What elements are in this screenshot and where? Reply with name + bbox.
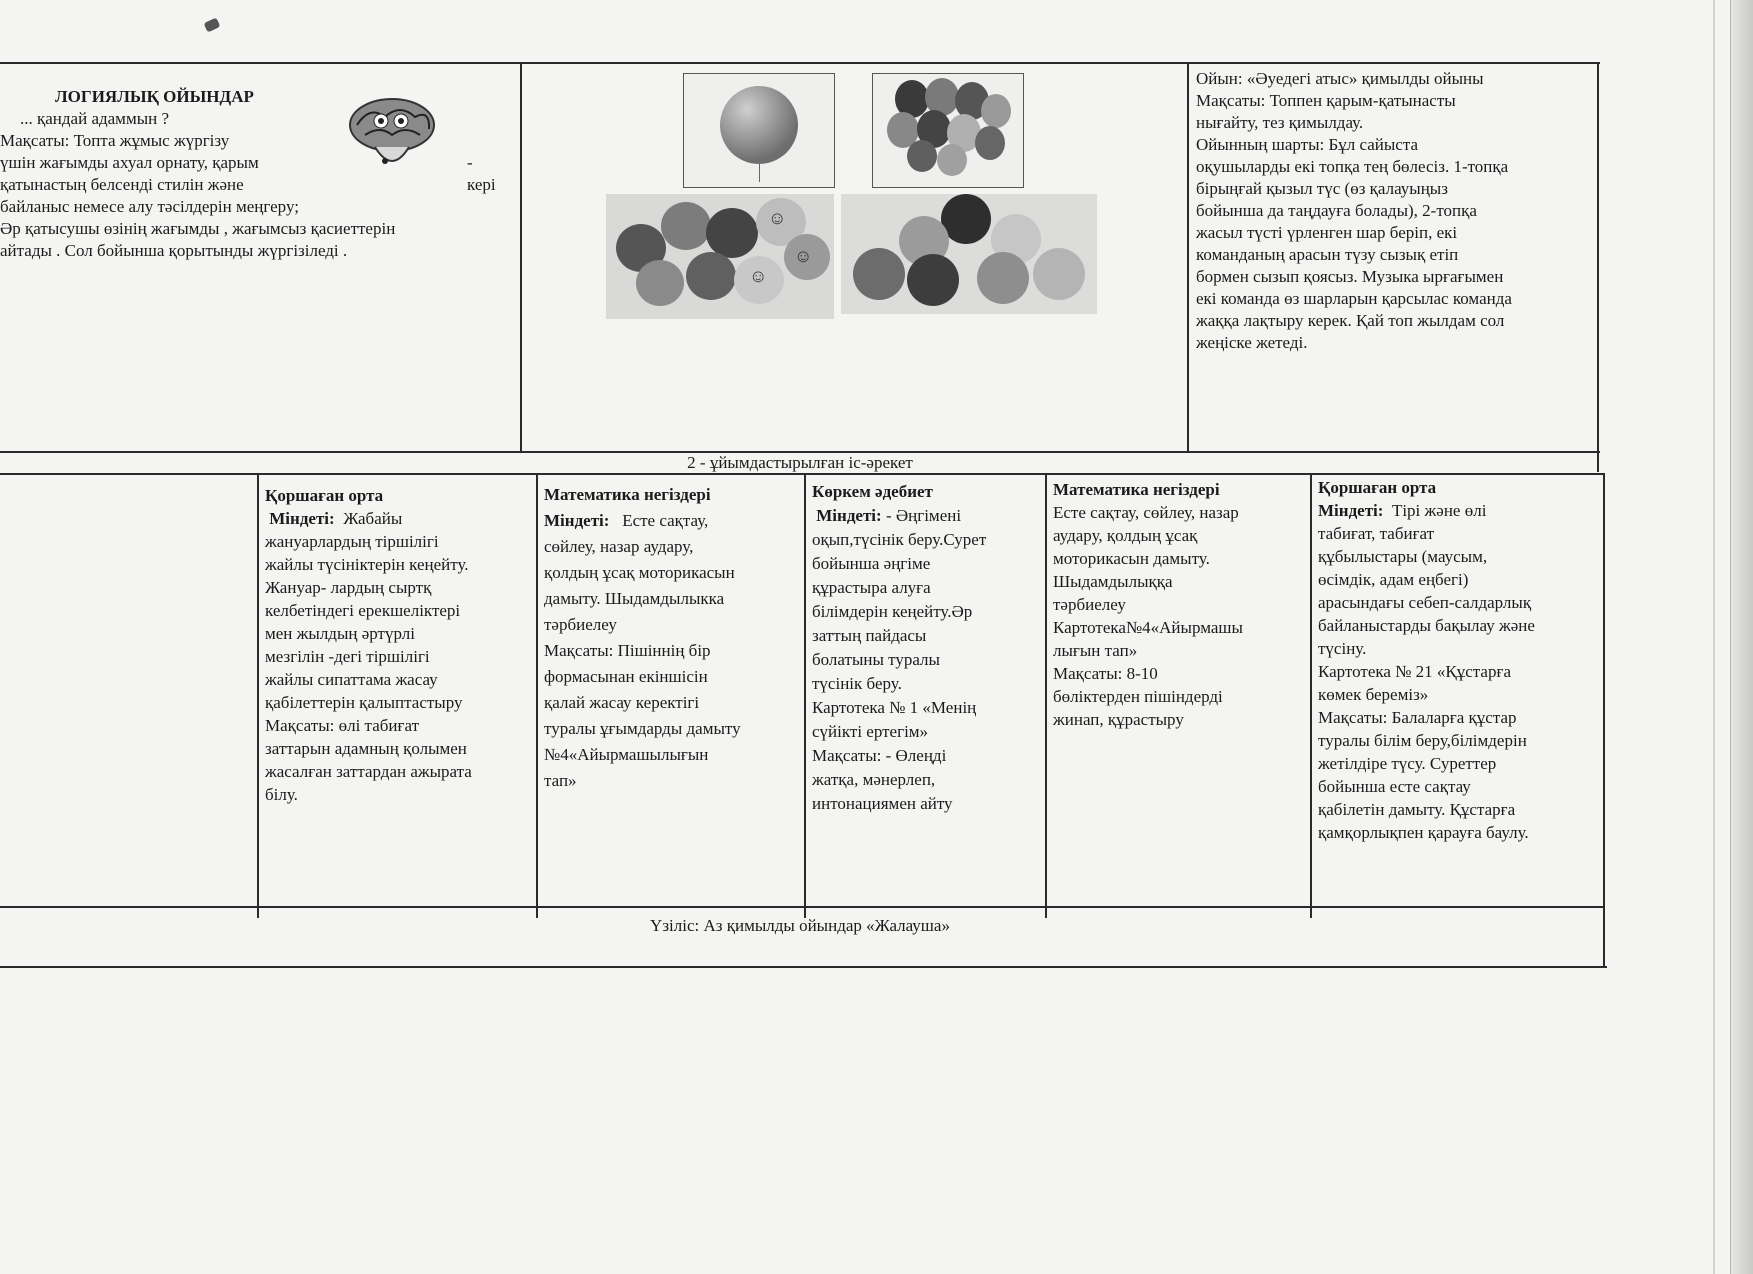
task-line: бойынша әңгіме [812,554,931,573]
task-line: Мақсаты: Балаларға құстар [1318,708,1517,727]
task-line: Міндеті: - Әңгімені [816,506,962,525]
section-title: 2 - ұйымдастырылған іс-әрекет [687,453,913,472]
goal-line: байланыс немесе алу тәсілдерін меңгеру; [0,197,299,216]
game-rules: бірыңғай қызыл түс (өз қалауыңыз [1196,179,1448,198]
task-line: білімдерін кеңейту.Әр [812,602,973,621]
game-rules: екі команда өз шарларын қарсылас команда [1196,289,1512,308]
goal-line: үшін жағымды ахуал орнату, қарым - [0,153,473,172]
task-line: Міндеті: Есте сақтау, [544,511,709,530]
task-line: құрастыра алуға [812,578,931,597]
column-title: Математика негіздері [1053,480,1220,499]
column-environment-2 [1318,476,1600,844]
task-line: моторикасын дамыту. [1053,549,1210,568]
task-line: бойынша есте сақтау [1318,777,1471,796]
column-literature [812,480,1044,816]
goal-line: Мақсаты: Топта жұмыс жүргізу [0,131,230,150]
task-line: жайлы сипаттама жасау [265,670,438,689]
task-line: тәрбиелеу [1053,595,1126,614]
rule-c4 [1045,473,1047,918]
top-right-cell [1196,68,1596,354]
task-line: қабілетін дамыту. Құстарға [1318,800,1516,819]
task-line: қамқорлықпен қарауға баулу. [1318,823,1529,842]
task-line: түсінік беру. [812,674,902,693]
task-line: Картотека № 21 «Құстарға [1318,662,1511,681]
task-line: мен жылдың әртүрлі [265,624,415,643]
game-rules: жеңіске жетеді. [1196,333,1308,352]
task-line: Мақсаты: өлі табиғат [265,716,419,735]
task-line: №4«Айырмашылығын [544,745,709,764]
column-title: Қоршаған орта [1318,478,1437,497]
task-line: аудару, қолдың ұсақ [1053,526,1198,545]
game-rules: оқушыларды екі топқа тең бөлесіз. 1-топқа [1196,157,1509,176]
task-line: интонациямен айту [812,794,953,813]
rule-c2 [536,473,538,918]
game-rules: жаққа лақтыру керек. Қай топ жылдам сол [1196,311,1505,330]
task-line: мезгілін -дегі тіршілігі [265,647,430,666]
task-line: сүйікті ертегім» [812,722,929,741]
task-line: Шыдамдылыққа [1053,572,1173,591]
task-line: формасынан екіншісін [544,667,708,686]
task-line: Картотека № 1 «Менің [812,698,977,717]
rule-c3 [804,473,806,918]
goal-line: қатынастың белсенді стилін және кері [0,175,496,194]
goal-line: Әр қатысушы өзінің жағымды , жағымсыз қасиеттерін [0,219,396,238]
task-line: қабілеттерін қалыптастыру [265,693,463,712]
task-line: жатқа, мәнерлеп, [812,770,936,789]
task-line: сөйлеу, назар аудару, [544,537,694,556]
rule-break-top [0,906,1605,908]
game-goal: Мақсаты: Топпен қарым-қатынасты [1196,91,1456,110]
task-line: жетілдіре түсу. Суреттер [1318,754,1497,773]
task-line: жануарлардың тіршілігі [265,532,439,551]
game-rules: Ойынның шарты: Бұл сайыста [1196,135,1419,154]
column-math-1 [544,482,802,794]
task-line: оқып,түсінік беру.Сурет [812,530,987,549]
rule-bottom [0,966,1607,968]
column-title: Қоршаған орта [265,486,384,505]
task-line: Жануар- лардың сыртқ [265,578,432,597]
column-title: Көркем әдебиет [812,482,933,501]
task-line: құбылыстары (маусым, [1318,547,1488,566]
task-line: жасалған заттардан ажырата [265,762,472,781]
task-line: заттарын адамның қолымен [265,739,467,758]
task-line: болатыны туралы [812,650,940,669]
task-line: қолдың ұсақ моторикасын [544,563,735,582]
game-title: Ойын: «Әуедегі атыс» қимылды ойыны [1196,69,1484,88]
task-line: келбетіндегі ерекшеліктері [265,601,461,620]
rule-v2 [1187,62,1189,452]
task-line: арасындағы себеп-салдарлық [1318,593,1532,612]
task-line: байланыстарды бақылау және [1318,616,1535,635]
page-edge [1730,0,1753,1274]
task-line: Міндеті: Тірі және өлі [1318,501,1487,520]
goal-line: айтады . Сол бойынша қорытынды жүргізіледі . [0,241,348,260]
task-line: тап» [544,771,577,790]
brain-character-image [345,95,440,180]
rule-right-bottom [1603,473,1605,968]
task-line: тәрбиелеу [544,615,617,634]
rule-c5 [1310,473,1312,918]
task-line: көмек береміз» [1318,685,1429,704]
rule-v1 [520,62,522,452]
task-line: Картотека№4«Айырмашы [1053,618,1243,637]
logic-games-subheading: ... қандай адаммын ? [20,109,170,128]
task-line: Мақсаты: - Өлеңді [812,746,947,765]
task-line: лығын тап» [1053,641,1138,660]
break-row: Үзіліс: Аз қимылды ойындар «Жалаушa» [650,916,950,935]
task-line: Міндеті: Жабайы [269,509,403,528]
game-rules: команданың арасын түзу сызық етіп [1196,245,1459,264]
page-edge-line [1713,0,1715,1274]
task-line: қалай жасау керектігі [544,693,700,712]
game-rules: бормен сызып қоясыз. Музыка ырғағымен [1196,267,1504,286]
task-line: табиғат, табиғат [1318,524,1435,543]
task-line: бөліктерден пішіндерді [1053,687,1223,706]
task-line: Есте сақтау, сөйлеу, назар [1053,503,1239,522]
task-line: өсімдік, адам еңбегі) [1318,570,1469,589]
task-line: Мақсаты: Пішіннің бір [544,641,711,660]
column-math-2 [1053,478,1308,731]
balloon-bunch-image [872,73,1024,188]
task-line: білу. [265,785,298,804]
rule-right-top [1597,62,1599,472]
rule-c1 [257,473,259,918]
task-line: жайлы түсініктерін кеңейту. [265,555,469,574]
game-goal: нығайту, тез қимылдау. [1196,113,1364,132]
task-line: дамыту. Шыдамдылыкка [544,589,725,608]
game-rules: жасыл түсті үрленген шар беріп, екі [1196,223,1458,242]
column-title: Математика негіздері [544,485,711,504]
logic-games-heading: ЛОГИЯЛЫҚ ОЙЫНДАР [55,87,254,106]
task-line: туралы ұғымдарды дамыту [544,719,741,738]
task-line: түсіну. [1318,639,1367,658]
pen-mark [204,18,221,33]
column-environment-1 [265,484,533,806]
single-balloon-image [683,73,835,188]
task-line: заттың пайдасы [812,626,927,645]
task-line: Мақсаты: 8-10 [1053,664,1158,683]
game-rules: бойынша да таңдауға болады), 2-топқа [1196,201,1477,220]
task-line: туралы білім беру,білімдерін [1318,731,1527,750]
smiley-balloons-image: ☺ ☺ ☺ [606,194,834,319]
balloon-arch-image [841,194,1097,314]
task-line: жинап, құрастыру [1053,710,1184,729]
rule-top [0,62,1600,64]
